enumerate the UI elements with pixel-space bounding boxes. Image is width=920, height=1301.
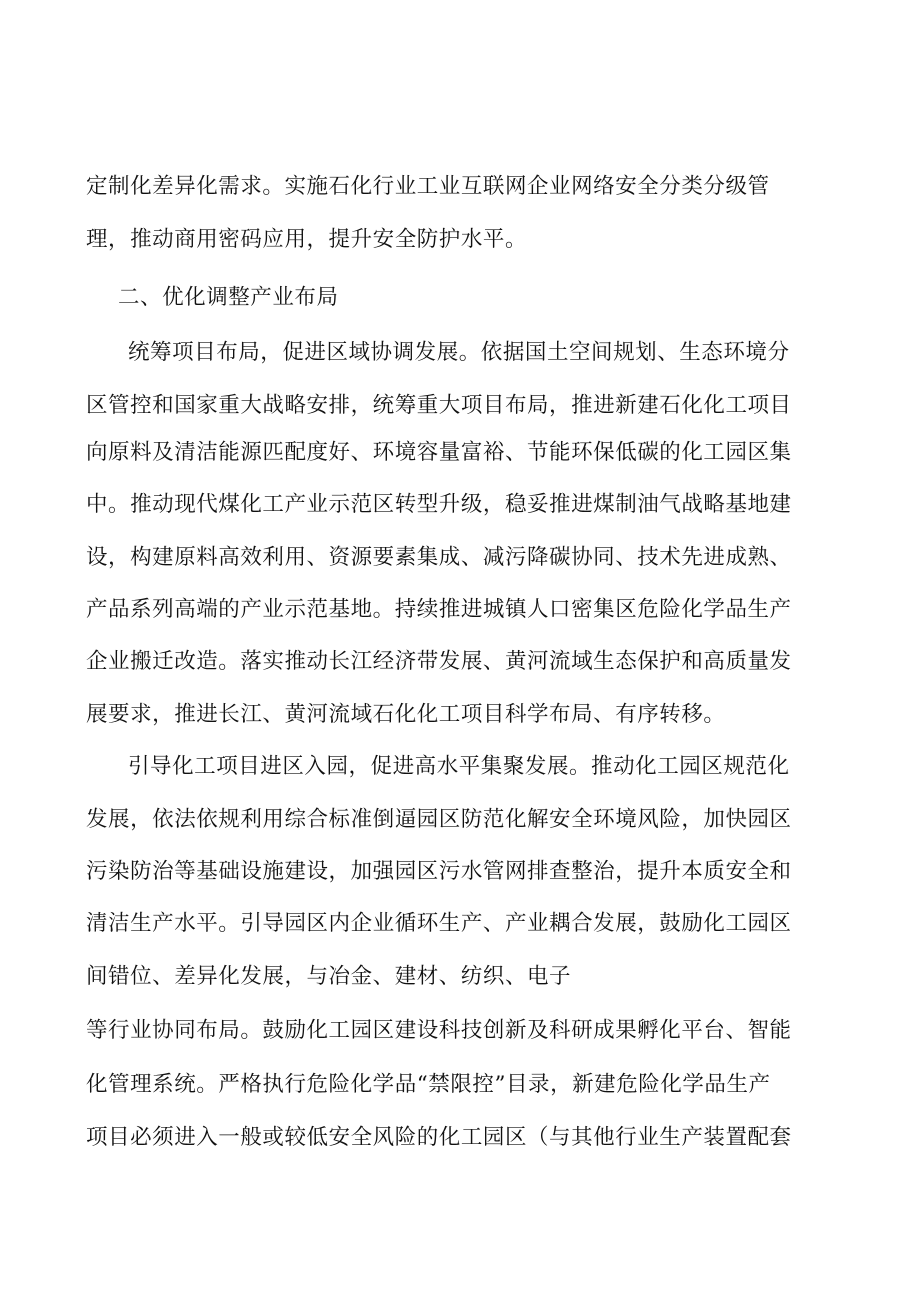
paragraph-line: 化管理系统。严格执行危险化学品“禁限控”目录，新建危险化学品生产 — [86, 1072, 771, 1097]
paragraph-line: 定制化差异化需求。实施石化行业工业互联网企业网络安全分类分级管 — [86, 174, 770, 199]
paragraph-line: 等行业协同布局。鼓励化工园区建设科技创新及科研成果孵化平台、智能 — [86, 1018, 792, 1043]
paragraph-line: 间错位、差异化发展，与冶金、建材、纺织、电子 — [86, 964, 572, 989]
paragraph-line: 发展，依法依规利用综合标准倒逼园区防范化解安全环境风险，加快园区 — [86, 807, 792, 832]
section-heading: 二、优化调整产业布局 — [118, 285, 339, 310]
paragraph-line: 区管控和国家重大战略安排，统筹重大项目布局，推进新建石化化工项目 — [86, 393, 792, 418]
paragraph-line: 项目必须进入一般或较低安全风险的化工园区（与其他行业生产装置配套 — [86, 1125, 792, 1150]
paragraph-line: 引导化工项目进区入园，促进高水平集聚发展。推动化工园区规范化 — [128, 754, 790, 779]
paragraph-line: 污染防治等基础设施建设，加强园区污水管网排查整治，提升本质安全和 — [86, 859, 792, 884]
paragraph-line: 向原料及清洁能源匹配度好、环境容量富裕、节能环保低碳的化工园区集 — [86, 440, 792, 465]
paragraph-line: 理，推动商用密码应用，提升安全防护水平。 — [86, 227, 528, 252]
paragraph-line: 展要求，推进长江、黄河流域石化化工项目科学布局、有序转移。 — [86, 702, 726, 727]
paragraph-line: 统筹项目布局，促进区域协调发展。依据国土空间规划、生态环境分 — [128, 340, 790, 365]
paragraph-line: 产品系列高端的产业示范基地。持续推进城镇人口密集区危险化学品生产 — [86, 597, 792, 622]
paragraph-line: 清洁生产水平。引导园区内企业循环生产、产业耦合发展，鼓励化工园区 — [86, 911, 792, 936]
paragraph-line: 企业搬迁改造。落实推动长江经济带发展、黄河流域生态保护和高质量发 — [86, 649, 792, 674]
paragraph-line: 中。推动现代煤化工产业示范区转型升级，稳妥推进煤制油气战略基地建 — [86, 492, 792, 517]
paragraph-line: 设，构建原料高效利用、资源要素集成、减污降碳协同、技术先进成熟、 — [86, 545, 792, 570]
